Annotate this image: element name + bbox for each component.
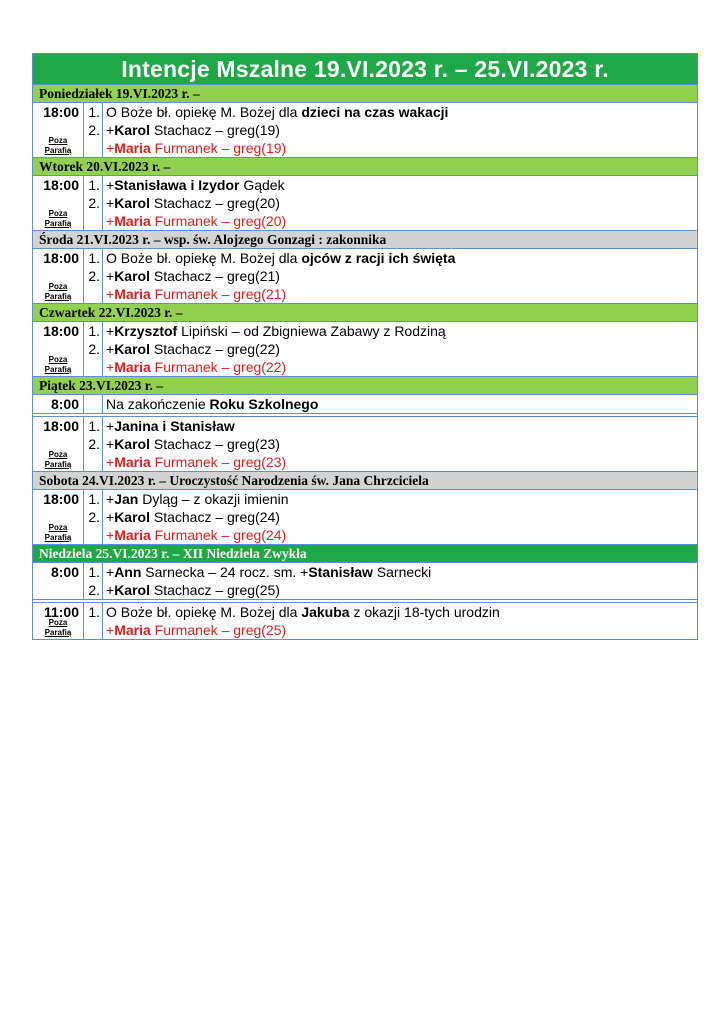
- mass-time-cell: [33, 176, 84, 230]
- entry-number: [84, 139, 102, 157]
- outside-parish-line2: Parafią: [44, 365, 72, 374]
- page-title: Intencje Mszalne 19.VI.2023 r. – 25.VI.2023 r.: [33, 54, 697, 85]
- outside-parish-line1: Poza: [48, 136, 68, 145]
- day-monday-header: Poniedziałek 19.VI.2023 r. –: [33, 85, 697, 103]
- outside-parish-note: [33, 136, 83, 156]
- entry-number: 2.: [88, 195, 100, 211]
- entry-text-cell: [103, 490, 697, 544]
- day-friday-header: Piątek 23.VI.2023 r. –: [33, 377, 697, 395]
- mass-time: 8:00: [50, 564, 79, 580]
- intention-text: Sarnecki: [372, 564, 432, 580]
- entry-number-cell: [84, 395, 103, 413]
- entry-number: 2.: [88, 436, 100, 452]
- day-saturday-header: Sobota 24.VI.2023 r. – Uroczystość Narodzenia św. Jana Chrzciciela: [33, 472, 697, 490]
- intention-text: Stachacz – greg(20): [149, 195, 280, 211]
- intention-text: Na zakończenie: [106, 396, 210, 412]
- intention-text: Furmanek – greg(24): [150, 527, 287, 543]
- day-tuesday-header: Wtorek 20.VI.2023 r. –: [33, 158, 697, 176]
- mass-time: 18:00: [43, 491, 79, 507]
- entry-text-cell: [103, 103, 697, 157]
- intention-entry: [106, 621, 697, 639]
- intention-entry: [106, 121, 697, 139]
- intention-text: Furmanek – greg(25): [150, 622, 287, 638]
- outside-parish-note: [33, 209, 83, 229]
- mass-time-cell: [33, 563, 84, 599]
- intention-entry: [106, 285, 697, 303]
- entry-number-cell: [84, 322, 103, 376]
- intention-text: Furmanek – greg(19): [150, 140, 287, 156]
- outside-parish-note: [33, 282, 83, 302]
- intention-entry: [106, 526, 697, 544]
- intention-text: Krzysztof: [114, 323, 178, 339]
- entry-number: 2.: [88, 582, 100, 598]
- intention-text: +: [106, 436, 115, 452]
- intention-text: +: [106, 564, 115, 580]
- intention-text: Ann: [114, 564, 142, 580]
- intention-entry: [106, 176, 697, 194]
- mass-time-cell: [33, 417, 84, 471]
- outside-parish-note: [33, 450, 83, 470]
- outside-parish-line2: Parafią: [44, 533, 72, 542]
- intention-text: Karol: [114, 268, 150, 284]
- intention-text: O Boże bł. opiekę M. Bożej dla: [106, 250, 302, 266]
- intention-text: +: [106, 341, 115, 357]
- intention-entry: [106, 194, 697, 212]
- intention-text: +: [106, 140, 115, 156]
- entry-text-cell: [103, 395, 697, 413]
- outside-parish-line1: Poza: [48, 450, 68, 459]
- intention-text: Karol: [114, 341, 150, 357]
- entry-number: 1.: [88, 250, 100, 266]
- intention-entry: [106, 417, 697, 435]
- intention-text: Karol: [114, 122, 150, 138]
- entry-text-cell: [103, 563, 697, 599]
- intention-entry: [106, 212, 697, 230]
- intention-entry: [106, 581, 697, 599]
- intention-text: Stachacz – greg(19): [149, 122, 280, 138]
- intention-text: +: [106, 491, 115, 507]
- entry-text-cell: [103, 249, 697, 303]
- intention-text: Karol: [114, 509, 150, 525]
- mass-row: [33, 563, 697, 600]
- intention-text: Maria: [114, 527, 151, 543]
- mass-time: 11:00: [43, 604, 79, 620]
- intention-text: +: [106, 582, 115, 598]
- intention-text: Furmanek – greg(20): [150, 213, 287, 229]
- intention-text: z okazji 18-tych urodzin: [349, 604, 500, 620]
- entry-number-cell: [84, 103, 103, 157]
- entry-number: 1.: [88, 604, 100, 620]
- outside-parish-note: [33, 523, 83, 543]
- entry-number: 2.: [88, 122, 100, 138]
- intention-text: Maria: [114, 454, 151, 470]
- mass-time: 18:00: [43, 418, 79, 434]
- intention-entry: [106, 453, 697, 471]
- entry-text-cell: [103, 603, 697, 639]
- intention-text: +: [106, 454, 115, 470]
- intention-text: Furmanek – greg(23): [150, 454, 287, 470]
- intention-text: +: [106, 195, 115, 211]
- intention-text: O Boże bł. opiekę M. Bożej dla: [106, 104, 302, 120]
- intention-text: dzieci na czas wakacji: [301, 104, 449, 120]
- entry-number: [84, 526, 102, 544]
- mass-time: 18:00: [43, 177, 79, 193]
- entry-number: 2.: [88, 268, 100, 284]
- outside-parish-line2: Parafią: [44, 460, 72, 469]
- day-sunday-header: Niedziela 25.VI.2023 r. – XII Niedziela Zwykła: [33, 545, 697, 563]
- intention-text: +: [106, 177, 115, 193]
- entry-text-cell: [103, 417, 697, 471]
- mass-row: [33, 602, 697, 640]
- intention-entry: [106, 322, 697, 340]
- intention-text: Lipiński – od Zbigniewa Zabawy z Rodziną: [177, 323, 446, 339]
- intention-text: Stachacz – greg(24): [149, 509, 280, 525]
- intention-text: +: [106, 286, 115, 302]
- mass-time-cell: [33, 490, 84, 544]
- entry-number: 1.: [88, 177, 100, 193]
- entry-number-cell: [84, 417, 103, 471]
- intention-text: Janina i Stanisław: [114, 418, 235, 434]
- entry-number: 1.: [88, 418, 100, 434]
- intention-text: +: [106, 622, 115, 638]
- intention-text: +: [106, 418, 115, 434]
- intention-text: Jan: [114, 491, 139, 507]
- intention-text: Stachacz – greg(23): [149, 436, 280, 452]
- intention-text: +: [106, 268, 115, 284]
- outside-parish-line2: Parafią: [44, 628, 72, 637]
- intention-text: Karol: [114, 582, 150, 598]
- intention-text: Roku Szkolnego: [209, 396, 319, 412]
- entry-number: 1.: [88, 564, 100, 580]
- intention-text: Karol: [114, 195, 150, 211]
- intention-text: Jakuba: [301, 604, 350, 620]
- intention-entry: [106, 603, 697, 621]
- intention-text: Stanisław: [308, 564, 373, 580]
- outside-parish-line1: Poza: [48, 282, 68, 291]
- outside-parish-line1: Poza: [48, 523, 68, 532]
- intention-entry: [106, 139, 697, 157]
- intention-text: Maria: [114, 622, 151, 638]
- entry-number: [84, 212, 102, 230]
- mass-row: [33, 322, 697, 377]
- mass-time-cell: [33, 322, 84, 376]
- intention-text: Stanisława i Izydor: [114, 177, 240, 193]
- intention-text: +: [106, 323, 115, 339]
- intention-entry: [106, 435, 697, 453]
- intention-text: Maria: [114, 286, 151, 302]
- intention-text: Sarnecka – 24 rocz. sm. +: [141, 564, 309, 580]
- entry-number-cell: [84, 490, 103, 544]
- mass-time-cell: [33, 249, 84, 303]
- outside-parish-line1: Poza: [48, 209, 68, 218]
- entry-number-cell: [84, 603, 103, 639]
- entry-text-cell: [103, 322, 697, 376]
- intention-entry: [106, 340, 697, 358]
- intention-text: Furmanek – greg(22): [150, 359, 287, 375]
- intention-text: +: [106, 122, 115, 138]
- outside-parish-line1: Poza: [48, 355, 68, 364]
- mass-row: [33, 176, 697, 231]
- entry-number: [84, 285, 102, 303]
- days-container: [33, 85, 697, 640]
- intention-entry: [106, 103, 697, 121]
- outside-parish-note: [33, 355, 83, 375]
- intention-entry: [106, 508, 697, 526]
- mass-time-cell: [33, 395, 84, 413]
- intention-entry: [106, 358, 697, 376]
- entry-number: 1.: [88, 491, 100, 507]
- mass-time: 18:00: [43, 250, 79, 266]
- intention-text: +: [106, 359, 115, 375]
- day-thursday-header: Czwartek 22.VI.2023 r. –: [33, 304, 697, 322]
- intention-entry: [106, 395, 697, 413]
- entry-number: 2.: [88, 509, 100, 525]
- intention-text: O Boże bł. opiekę M. Bożej dla: [106, 604, 302, 620]
- entry-number-cell: [84, 176, 103, 230]
- intention-text: Dyląg – z okazji imienin: [138, 491, 289, 507]
- entry-number-cell: [84, 249, 103, 303]
- entry-text-cell: [103, 176, 697, 230]
- mass-row: [33, 249, 697, 304]
- intention-text: Maria: [114, 213, 151, 229]
- intention-text: Stachacz – greg(25): [149, 582, 280, 598]
- outside-parish-note: [33, 618, 83, 638]
- day-wednesday-header: Środa 21.VI.2023 r. – wsp. św. Alojzego Gonzagi : zakonnika: [33, 231, 697, 249]
- outside-parish-line2: Parafią: [44, 292, 72, 301]
- intention-text: +: [106, 527, 115, 543]
- outside-parish-line2: Parafią: [44, 146, 72, 155]
- intention-text: ojców z racji ich święta: [301, 250, 456, 266]
- outside-parish-line2: Parafią: [44, 219, 72, 228]
- outside-parish-line1: Poza: [48, 618, 68, 627]
- mass-time: 18:00: [43, 104, 79, 120]
- entry-number: 2.: [88, 341, 100, 357]
- mass-time: 18:00: [43, 323, 79, 339]
- entry-number: 1.: [88, 104, 100, 120]
- intention-text: Maria: [114, 359, 151, 375]
- intention-entry: [106, 563, 697, 581]
- intention-text: Stachacz – greg(22): [149, 341, 280, 357]
- mass-time-cell: [33, 603, 84, 639]
- intention-text: Karol: [114, 436, 150, 452]
- intentions-table: [32, 53, 698, 640]
- entry-number: [84, 358, 102, 376]
- mass-row: [33, 103, 697, 158]
- intention-entry: [106, 249, 697, 267]
- intention-entry: [106, 490, 697, 508]
- entry-number: [84, 395, 102, 413]
- entry-number: [84, 621, 102, 639]
- intention-text: Maria: [114, 140, 151, 156]
- mass-row: [33, 416, 697, 472]
- mass-time: 8:00: [50, 396, 79, 412]
- entry-number: 1.: [88, 323, 100, 339]
- mass-time-cell: [33, 103, 84, 157]
- entry-number: [84, 453, 102, 471]
- intention-text: +: [106, 213, 115, 229]
- intention-text: Furmanek – greg(21): [150, 286, 287, 302]
- mass-row: [33, 490, 697, 545]
- intention-text: +: [106, 509, 115, 525]
- mass-row: [33, 395, 697, 414]
- entry-number-cell: [84, 563, 103, 599]
- intention-text: Stachacz – greg(21): [149, 268, 280, 284]
- intention-text: Gądek: [239, 177, 285, 193]
- intention-entry: [106, 267, 697, 285]
